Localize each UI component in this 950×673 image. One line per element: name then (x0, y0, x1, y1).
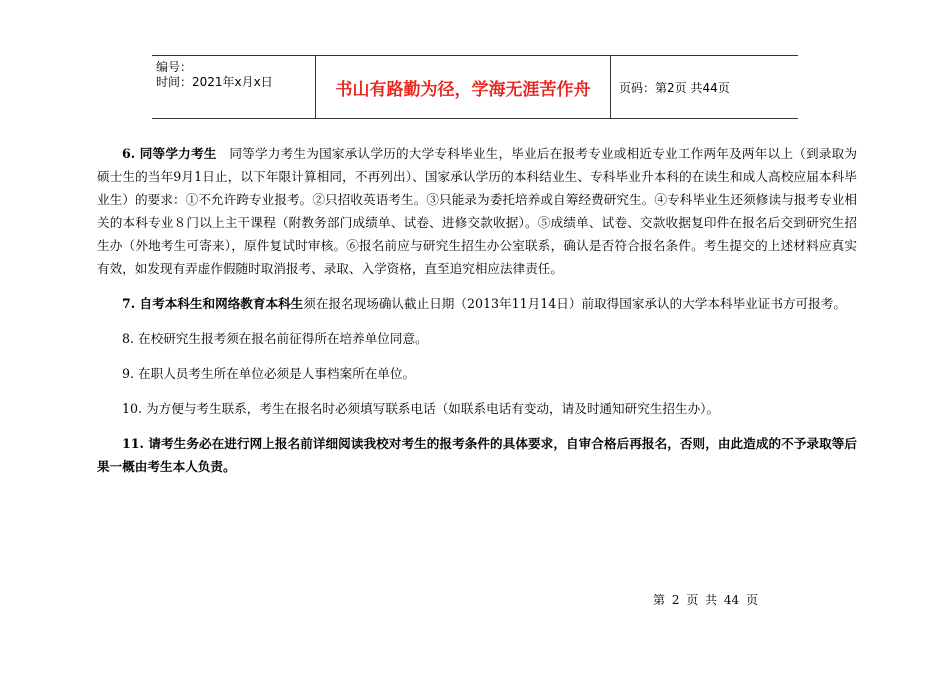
paragraph-11: 11. 请考生务必在进行网上报名前详细阅读我校对考生的报考条件的具体要求，自审合格后再报名，否则，由此造成的不予录取等后果一概由考生本人负责。 (97, 436, 857, 474)
paragraph-10: 10. 为方便与考生联系，考生在报名时必须填写联系电话（如联系电话有变动，请及时通知研究生招生办）。 (122, 401, 720, 416)
header-motto: 书山有路勤为径，学海无涯苦作舟 (315, 56, 611, 118)
paragraph-6-heading: 6. 同等学力考生 (122, 146, 217, 161)
doc-code-label: 编号： (156, 60, 193, 74)
paragraph-7-text: 须在报名现场确认截止日期（2013年11月14日）前取得国家承认的大学本科毕业证书方可报考。 (303, 296, 846, 311)
header-meta (152, 56, 315, 118)
header-page-info: 页码：第2页 共44页 (619, 80, 730, 95)
paragraph-7-heading: 7. 自考本科生和网络教育本科生 (122, 296, 304, 311)
paragraph-6-text: 同等学力考生为国家承认学历的大学专科毕业生，毕业后在报考专业或相近专业工作两年及两年以上（到录取为硕士生的当年9月1日止，以下年限计算相同，不再列出）、国家承认学历的本科结业生、专科毕业升本科的在读生和成人高校应届本科毕业生）的要求：①不允许跨专业报考。②只招收英语考生。③只能录为委托培养或自筹经费研究生。④专科毕业生还须修读与报考专业相关的本科专业８门以上主干课程（附教务部门成绩单、试卷、进修交款收据）。⑤成绩单、试卷、交款收据复印件在报名后交到研究生招生办（外地考生可寄来），原件复试时审核。⑥报名前应与研究生招生办公室联系，确认是否符合报名条件。考生提交的上述材料应真实有效，如发现有弄虚作假随时取消报考、录取、入学资格，直至追究相应法律责任。 (97, 146, 857, 276)
paragraph-6 (97, 142, 857, 280)
page-footer: 第 2 页 共 44 页 (653, 593, 758, 607)
paragraph-8: 8. 在校研究生报考须在报名前征得所在培养单位同意。 (122, 331, 428, 346)
page-header (152, 55, 798, 119)
document-body (97, 142, 857, 478)
paragraph-7 (97, 292, 857, 315)
paragraph-9: 9. 在职人员考生所在单位必须是人事档案所在单位。 (122, 366, 416, 381)
doc-time-label: 时间：2021年x月x日 (156, 75, 273, 89)
